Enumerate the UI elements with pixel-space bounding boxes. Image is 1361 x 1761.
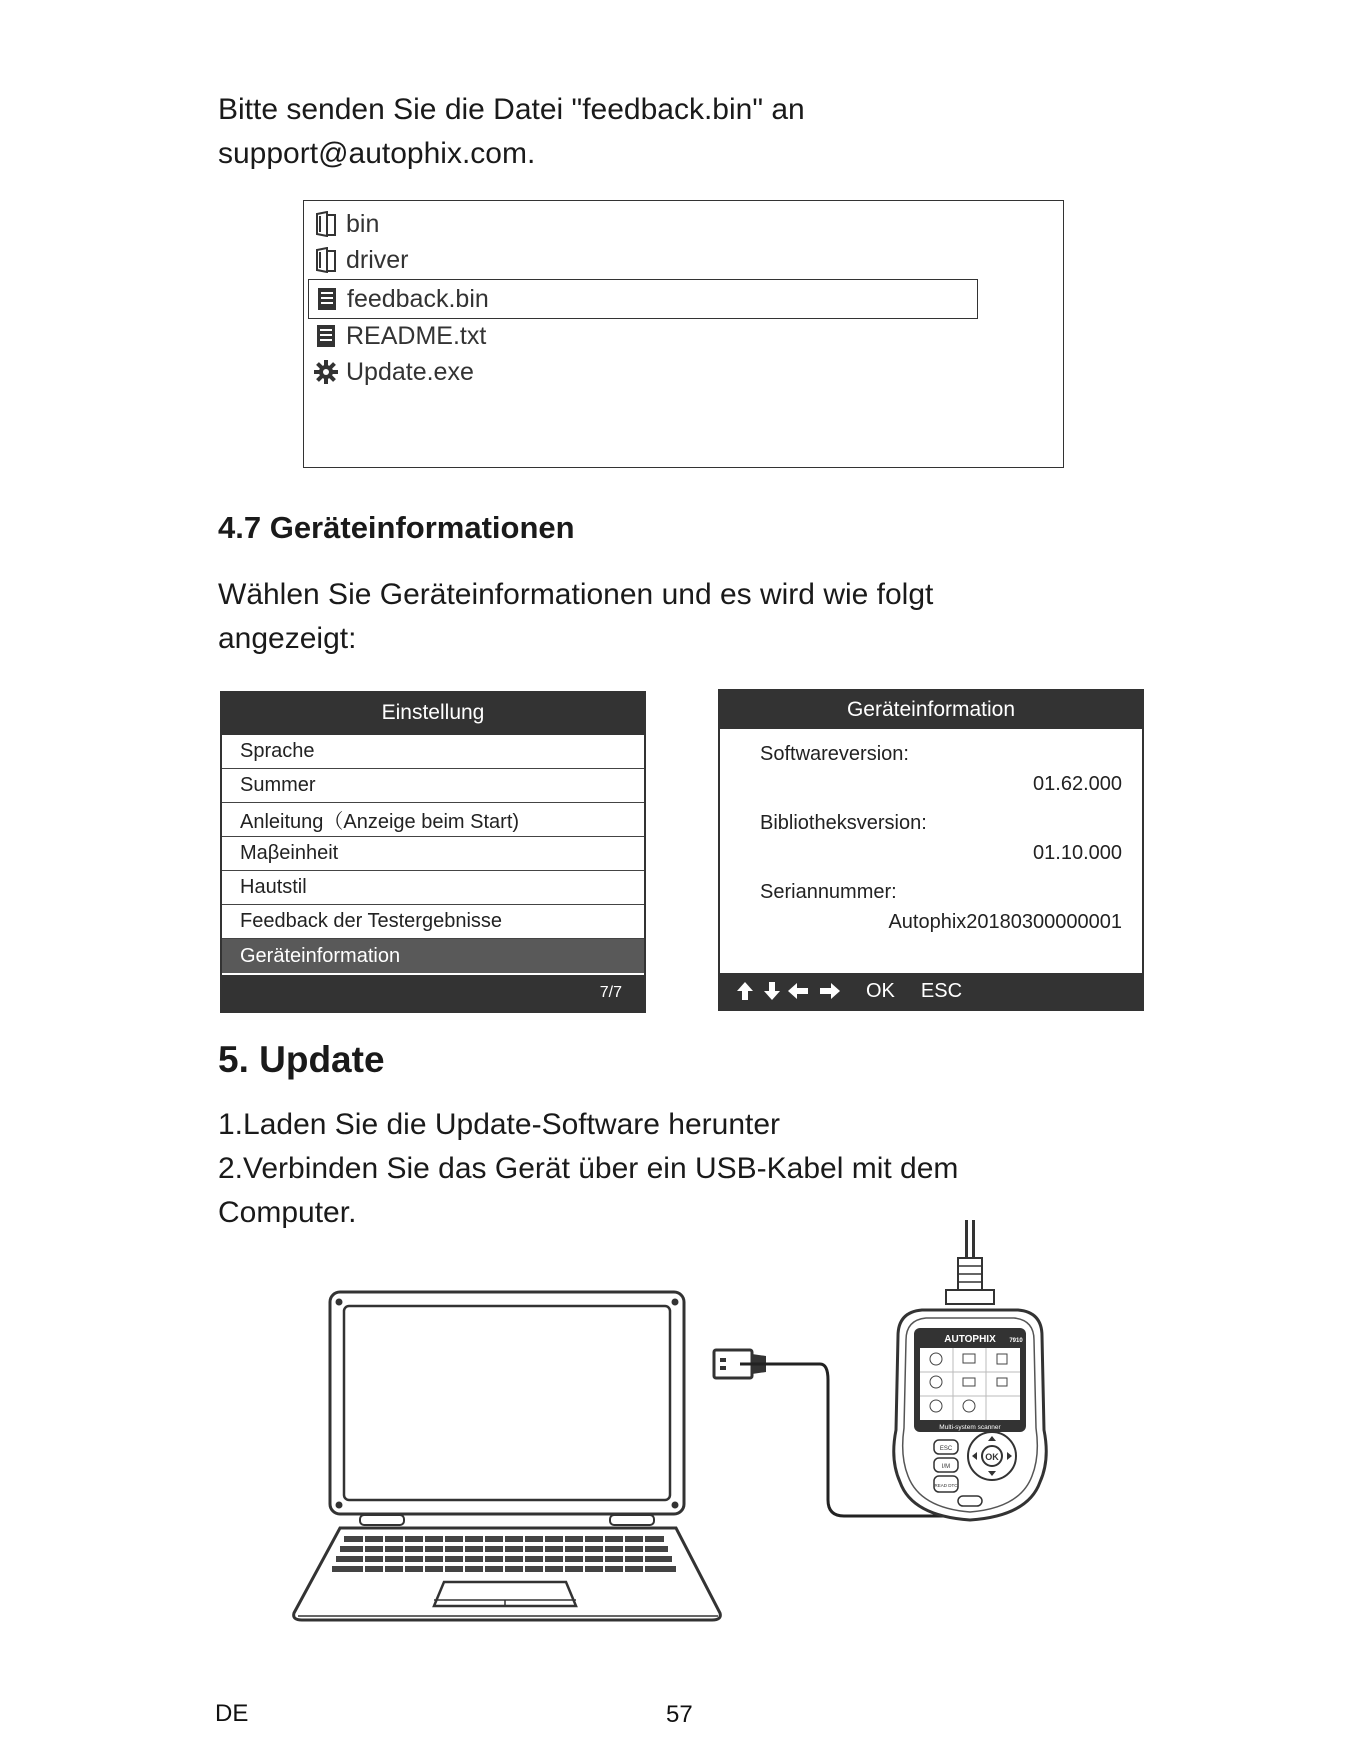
- serial-value: Autophix20180300000001: [888, 911, 1122, 933]
- file-item-update-exe[interactable]: [314, 355, 474, 389]
- scanner-esc-label: ESC: [939, 1446, 953, 1452]
- file-name: Update.exe: [346, 357, 474, 386]
- serial-label: Seriannummer:: [760, 881, 897, 903]
- ok-key-label: OK: [866, 979, 895, 1002]
- footer-language: DE: [215, 1700, 249, 1727]
- settings-footer-bar: [222, 975, 644, 1011]
- intro-line-1: Bitte senden Sie die Datei "feedback.bin" an: [218, 93, 805, 126]
- device-info-title: Geräteinformation: [720, 691, 1142, 729]
- file-item-bin[interactable]: [314, 207, 379, 241]
- file-item-feedback-bin[interactable]: [308, 279, 978, 319]
- menu-item-geraeteinformation[interactable]: Geräteinformation: [222, 939, 644, 973]
- scanner-im-label: I/M: [941, 1464, 951, 1470]
- section-text-line-1: Wählen Sie Geräteinformationen und es wird wie folgt: [218, 578, 934, 611]
- settings-screen: [220, 691, 646, 1013]
- section-heading-4-7: 4.7 Geräteinformationen: [218, 510, 575, 545]
- gear-icon: [314, 359, 338, 385]
- file-item-readme[interactable]: [314, 319, 486, 353]
- update-step-2-line-2: Computer.: [218, 1196, 357, 1229]
- laptop-illustration: [294, 1292, 721, 1620]
- software-value: 01.62.000: [1033, 773, 1122, 795]
- menu-item-feedback[interactable]: Feedback der Testergebnisse: [222, 905, 644, 939]
- section-heading-5: 5. Update: [218, 1039, 385, 1080]
- scanner-illustration: [894, 1220, 1047, 1520]
- file-name: feedback.bin: [347, 284, 489, 313]
- device-info-footer-bar: [720, 973, 1142, 1009]
- menu-item-summer[interactable]: Summer: [222, 769, 644, 803]
- file-browser: [303, 200, 1064, 468]
- arrow-keys-icon: [736, 980, 844, 1002]
- page-number: 57: [666, 1701, 693, 1728]
- update-step-2-line-1: 2.Verbinden Sie das Gerät über ein USB-Kabel mit dem: [218, 1152, 959, 1185]
- folder-icon: [314, 211, 338, 237]
- scanner-caption: Multi-system scanner: [939, 1424, 1001, 1431]
- device-info-screen: [718, 689, 1144, 1011]
- settings-title: Einstellung: [222, 693, 644, 735]
- page-indicator: 7/7: [599, 984, 622, 1001]
- scanner-brand: AUTOPHIX: [944, 1334, 996, 1345]
- scanner-model: 7910: [1009, 1338, 1023, 1344]
- scanner-read-label: READ DTC: [934, 1483, 958, 1488]
- file-name: bin: [346, 209, 380, 238]
- folder-icon: [314, 247, 338, 273]
- library-label: Bibliotheksversion:: [760, 812, 927, 834]
- update-step-1: 1.Laden Sie die Update-Software herunter: [218, 1108, 781, 1141]
- menu-item-sprache[interactable]: Sprache: [222, 735, 644, 769]
- menu-item-hautstil[interactable]: Hautstil: [222, 871, 644, 905]
- menu-item-anleitung[interactable]: Anleitung（Anzeige beim Start): [222, 803, 644, 837]
- connection-illustration: [280, 1220, 1100, 1680]
- menu-item-masseinheit[interactable]: Maβeinheit: [222, 837, 644, 871]
- software-label: Softwareversion:: [760, 743, 909, 765]
- file-name: driver: [346, 245, 409, 274]
- section-text-line-2: angezeigt:: [218, 622, 357, 655]
- file-name: README.txt: [346, 321, 487, 350]
- intro-line-2: support@autophix.com.: [218, 137, 536, 170]
- esc-key-label: ESC: [920, 979, 963, 1002]
- library-value: 01.10.000: [1033, 842, 1122, 864]
- document-icon: [314, 323, 338, 349]
- document-icon: [315, 286, 339, 312]
- scanner-ok-label: OK: [985, 1452, 999, 1462]
- file-item-driver[interactable]: [314, 243, 409, 277]
